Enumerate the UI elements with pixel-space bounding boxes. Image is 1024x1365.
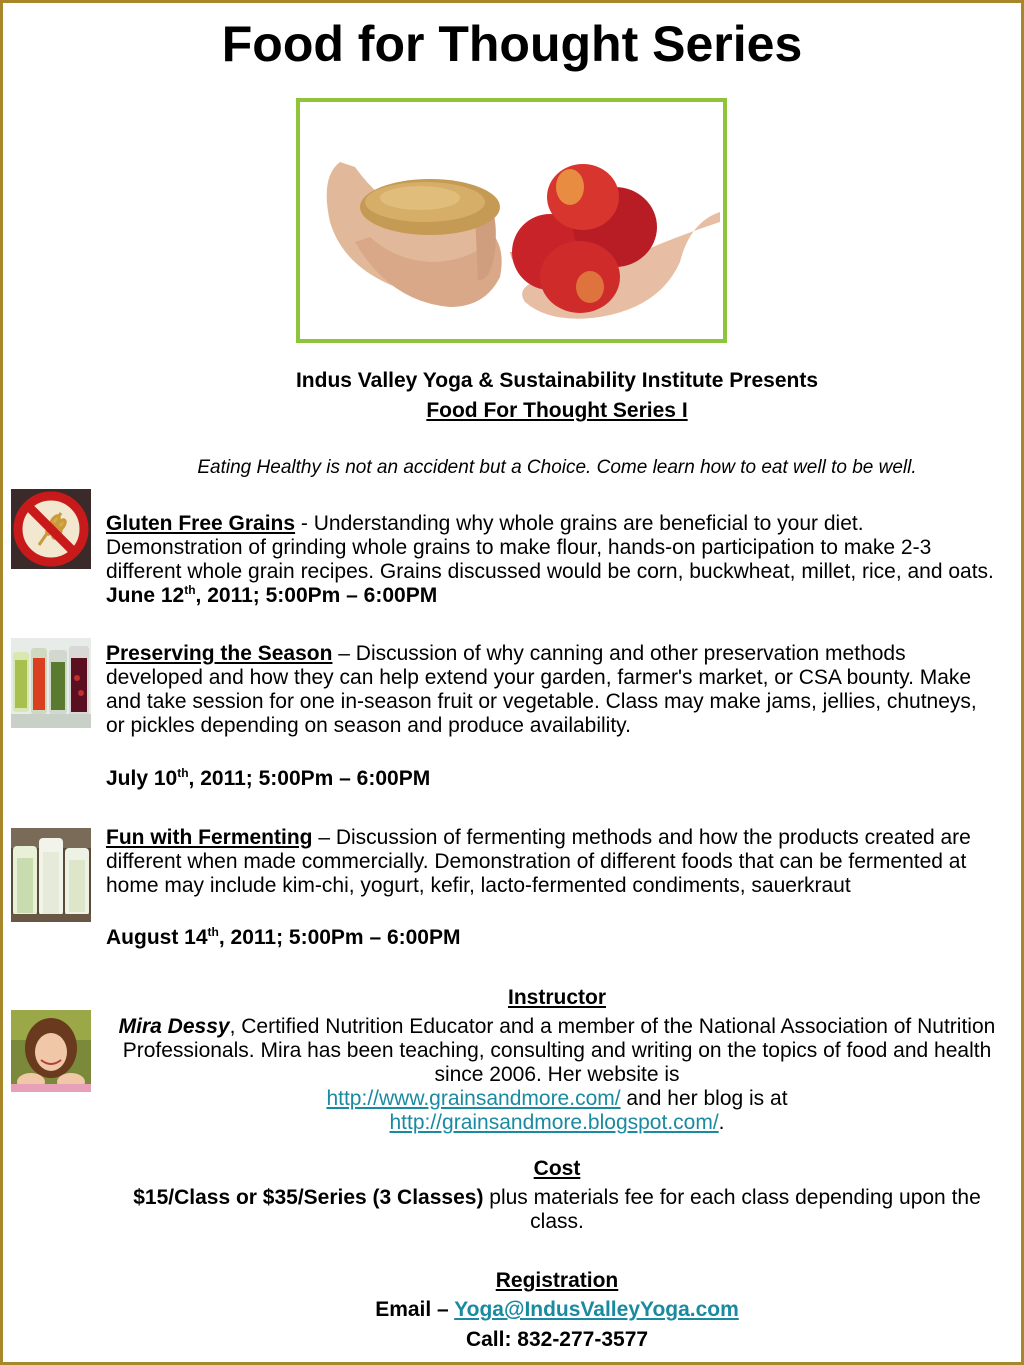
blog-link[interactable]: http://grainsandmore.blogspot.com/ [389,1111,719,1134]
cost-heading: Cost [533,1157,581,1180]
section-date: June 12th, 2011; 5:00Pm – 6:00PM [106,583,438,607]
section-body: Discussion of why canning and other preservation methods developed and how they can help extend your garden, farmer's market, or CSA bounty. Make and take session for one in-season fruit or vegetable. Class may make jams, jellies, chutneys, or pickles depending on season and produce availability. [106,642,977,737]
series-subtitle: Food For Thought Series I [426,399,688,422]
website-link[interactable]: http://www.grainsandmore.com/ [326,1087,621,1110]
section-date: August 14th, 2011; 5:00Pm – 6:00PM [106,925,461,949]
canning-jars-photo [11,638,91,728]
fermenting-jars-photo [11,828,91,922]
presents-line: Indus Valley Yoga & Sustainability Institute Presents [295,369,819,392]
section-body: Understanding why whole grains are beneficial to your diet. Demonstration of grinding whole grains to make flour, hands-on participation to make 2-3 different whole grain recipes. Grains discussed would be corn, buckwheat, millet, rice, and oats. [106,512,994,583]
instructor-heading: Instructor [507,986,606,1009]
no-gluten-icon [11,489,91,569]
registration-heading: Registration [495,1269,619,1292]
section-title: Preserving the Season [106,642,333,665]
instructor-name: Mira Dessy [118,1015,230,1038]
section-title: Fun with Fermenting [106,826,313,849]
section-title: Gluten Free Grains [106,512,296,535]
section-fun-with-fermenting: Fun with Fermenting – Discussion of fermenting methods and how the products created are different when made commercially. Demonstration of different foods that can be fermented at home may include kim-chi, yogurt, kefir, lacto-fermented condiments, sauerkraut [106,826,971,897]
section-date: July 10th, 2011; 5:00Pm – 6:00PM [106,766,431,790]
page-title: Food for Thought Series [221,16,803,72]
registration-email: Email – Yoga@IndusValleyYoga.com [375,1298,739,1321]
section-preserving-the-season: Preserving the Season – Discussion of why canning and other preservation methods developed and how they can help extend your garden, farmer's market, or CSA bounty. Make and take session for one in-season fruit or vegetable. Class may make jams, jellies, chutneys, or pickles depending on season and produce availability. [106,642,977,737]
instructor-photo [11,1010,91,1092]
cost-price: $15/Class or $35/Series (3 Classes) [133,1186,484,1209]
cost-details: $15/Class or $35/Series (3 Classes) plus materials fee for each class depending upon the class. [133,1186,981,1233]
instructor-bio: Mira Dessy, Certified Nutrition Educator and a member of the National Association of Nutrition Professionals. Mira has been teaching, consulting and writing on the topics of food and health since 2006. Her website is http://www.grainsandmore.com/ and her blog is at http://grainsandmore.blogspot.com/. [118,1015,996,1134]
tagline: Eating Healthy is not an accident but a Choice. Come learn how to eat well to be well. [197,457,917,478]
email-link[interactable]: Yoga@IndusValleyYoga.com [454,1298,739,1321]
section-gluten-free-grains: Gluten Free Grains - Understanding why whole grains are beneficial to your diet. Demonstration of grinding whole grains to make flour, hands-on participation to make 2-3 different whole grain recipes. Grains discussed would be corn, buckwheat, millet, rice, and oats. June 12th, 2011; 5:00Pm – 6:00PM [106,512,994,607]
section-body: Discussion of fermenting methods and how the products created are different when made commercially. Demonstration of different foods that can be fermented at home may include kim-chi, yogurt, kefir, lacto-fermented condiments, sauerkraut [106,826,971,897]
hero-photo-hands-grains-apples [296,98,727,343]
registration-phone: Call: 832-277-3577 [465,1328,649,1351]
